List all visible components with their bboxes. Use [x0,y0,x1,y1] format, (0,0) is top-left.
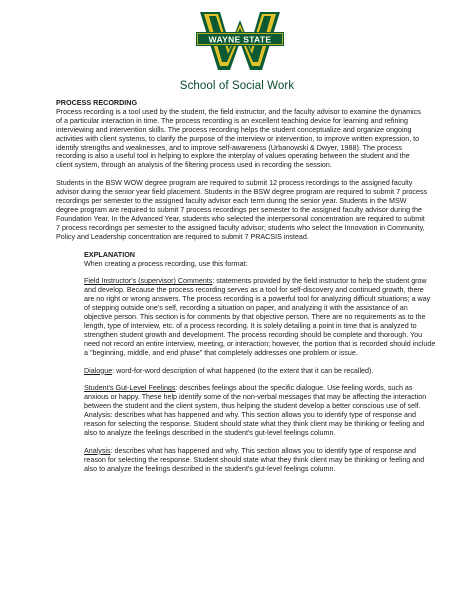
explanation-item-field-instructor-comments [84,277,436,357]
term-description: : describes what has happened and why. This section allows you to identify type of response and reason for selecting the response. Student should state what they think client may be thinking or feeling and also to analyze the feelings described in the student's gut-level feelings column. [84,446,425,473]
explanation-lead: When creating a process recording, use this format: [84,259,248,268]
explanation-section [84,251,436,474]
logo-wordmark: WAYNE STATE [208,34,272,45]
term-label: Analysis [84,446,111,455]
section-heading-process-recording: PROCESS RECORDING [56,98,138,107]
document-body [56,98,436,474]
explanation-item-dialogue [84,367,436,376]
explanation-item-gut-level-feelings [84,384,436,437]
term-description: : describes feelings about the specific dialogue. Use feeling words, such as anxious or happy. These help identify some of the non-verbal messages that may be affecting the interaction between the student and the client system, thus helping the student develop a better conscious use of self. Analysis: describes what has happened and why. This section allows you to identify type of response and reason for selecting the response. Student should state what they think client may be thinking or feeling and also to analyze the feelings described in the student's gut-level feelings column. [84,384,427,437]
term-label: Field Instructor's (supervisor) Comments [84,277,213,286]
term-label: Dialogue [84,366,113,375]
term-description: : word-for-word description of what happened (to the extent that it can be recalled). [112,366,374,375]
section-heading-explanation: EXPLANATION [84,249,135,259]
intro-paragraph: Process recording is a tool used by the student, the field instructor, and the faculty advisor to examine the dynamics of a particular interaction in time. The process recording is an excellent teaching device for learning and refining interviewing and intervention skills. The process recording helps the student conceptualize and organize ongoing activities with client systems, to clarify the purpose of the interview or intervention, to improve written expression, to identify strengths and weaknesses, and to improve self-awareness (Urbanowski & Dwyer, 1988). The process recording is also a useful tool in helping to explore the interplay of values operating between the student and the client system, through an analysis of the filtering process used in recording the session. [56,107,421,170]
explanation-item-analysis [84,447,436,474]
requirements-paragraph: Students in the BSW WOW degree program are required to submit 12 process recordings to the assigned faculty advisor during the senior year field placement. Students in the BSW degree program are required to submit 7 process recordings per semester to the assigned faculty advisor each term during the senior year. Students in the MSW degree program are required to submit 7 process recordings per semester to the assigned faculty advisor during the Foundation Year. In the Advanced Year, students who selected the interpersonal concentration are required to submit 7 process recordings per semester to the assigned faculty advisor; students who select the Innovation in Community, Policy and Leadership concentration are required to submit 7 PRACSIS instead. [56,179,428,241]
term-description: : statements provided by the field instructor to help the student grow and develop. Because the process recording serves as a tool for self-discovery and continued growth, there are no right or wrong answers. The process recording is a powerful tool for analyzing difficult situations; a way of stepping outside one's self, recording a situation on paper, and analyzing it with the assistance of an objective person. This section is for comments by that objective person. There are no requirements as to the length, type of interview, etc. of a process recording. It is solely detailing a point in time that is analyzed to strengthen student growth and development. The process recording should be complete and thorough. You need not record an entire interview, meeting, or interaction; however, the portion that is recorded should include a "beginning, middle, and end phase" that completely addresses one problem or issue. [84,277,436,357]
school-name: School of Social Work [179,80,295,92]
wayne-state-logo [196,8,284,80]
term-label: Student's Gut-Level Feelings [84,384,176,393]
